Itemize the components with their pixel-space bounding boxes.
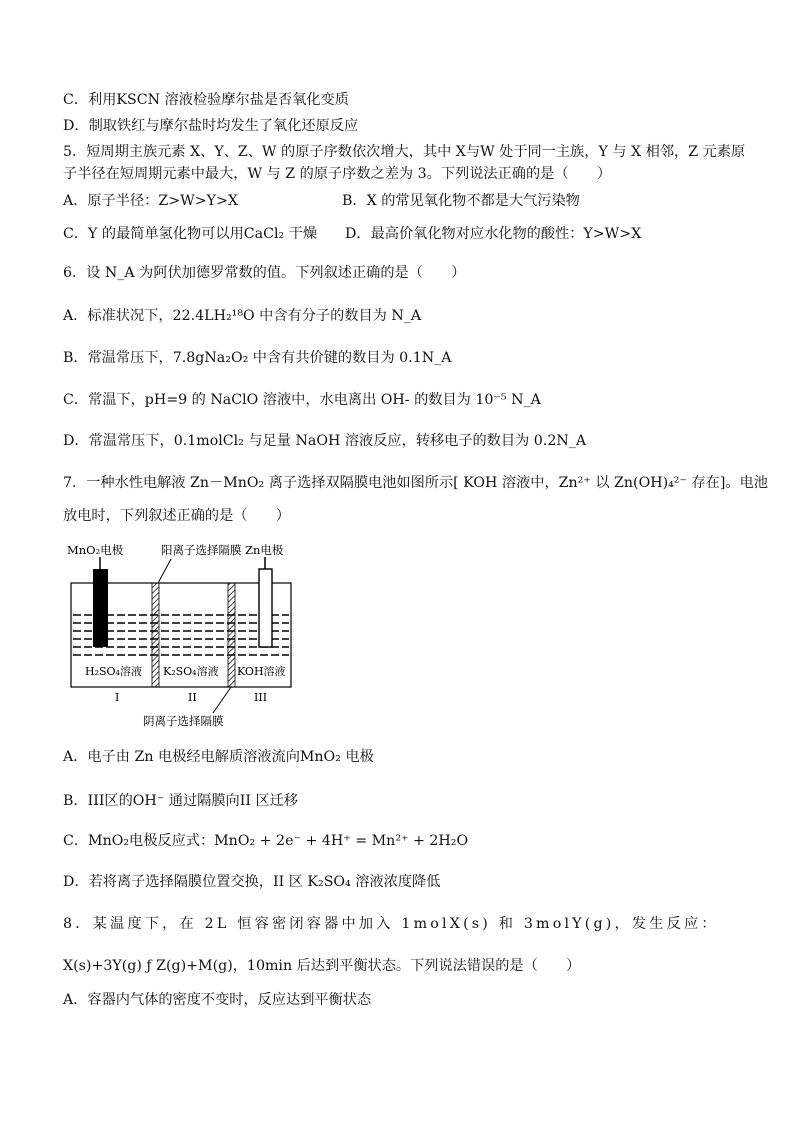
q5-option-b: B．X 的常见氧化物不都是大气污染物	[342, 193, 580, 209]
option-5d-prev: D．制取铁红与摩尔盐时均发生了氧化还原反应	[63, 118, 359, 134]
q8-stem-line1: 8．某温度下，在 2L 恒容密闭容器中加入 1molX(s) 和 3molY(g)，发生反应：	[63, 916, 719, 932]
mno2-electrode-label: MnO₂电极	[67, 543, 124, 557]
zn-electrode	[259, 569, 272, 647]
region-1-label: I	[115, 691, 120, 704]
q7-stem-line2: 放电时，下列叙述正确的是（ ）	[63, 508, 291, 524]
q6-option-b: B．常温常压下，7.8gNa₂O₂ 中含有共价键的数目为 0.1N_A	[63, 350, 452, 366]
region-3-label: III	[254, 691, 268, 704]
q5-option-c: C．Y 的最简单氢化物可以用CaCl₂ 干燥	[63, 226, 318, 242]
q7-option-a: A．电子由 Zn 电极经电解质溶液流向MnO₂ 电极	[63, 749, 374, 765]
q8-option-a: A．容器内气体的密度不变时，反应达到平衡状态	[63, 992, 372, 1008]
anion-membrane-label: 阴离子选择隔膜	[143, 714, 224, 728]
q8-stem-line2: X(s)+3Y(g) ƒ Z(g)+M(g)，10min 后达到平衡状态。下列说法错误的是（ ）	[63, 958, 581, 974]
q5-option-a: A．原子半径：Z>W>Y>X	[63, 193, 238, 209]
cation-membrane-label: 阳离子选择隔膜	[161, 543, 242, 557]
koh-solution-label: KOH溶液	[237, 665, 286, 678]
battery-figure	[63, 535, 303, 737]
q6-option-d: D．常温常压下，0.1molCl₂ 与足量 NaOH 溶液反应，转移电子的数目为 0.2N_A	[63, 433, 587, 449]
option-5c-prev: C．利用KSCN 溶液检验摩尔盐是否氧化变质	[63, 92, 349, 108]
zn-electrode-label: Zn电极	[245, 543, 284, 557]
k2so4-solution-label: K₂SO₄溶液	[163, 665, 219, 678]
q5-stem-line2: 子半径在短周期元素中最大，W 与 Z 的原子序数之差为 3。下列说法正确的是（ ）	[63, 166, 612, 182]
q6-option-c: C．常温下，pH=9 的 NaClO 溶液中，水电离出 OH- 的数目为 10⁻⁵ N_A	[63, 392, 541, 408]
q6-option-a: A．标准状况下，22.4LH₂¹⁸O 中含有分子的数目为 N_A	[63, 308, 422, 324]
q6-stem: 6．设 N_A 为阿伏加德罗常数的值。下列叙述正确的是（ ）	[63, 265, 466, 281]
region-2-label: II	[188, 691, 197, 704]
q7-option-d: D．若将离子选择隔膜位置交换，II 区 K₂SO₄ 溶液浓度降低	[63, 874, 441, 890]
q5-stem-line1: 5．短周期主族元素 X、Y、Z、W 的原子序数依次增大，其中 X与W 处于同一主族，Y 与 X 相邻，Z 元素原	[63, 144, 746, 160]
anion-label-leader	[213, 687, 231, 713]
cation-label-leader	[157, 559, 171, 585]
q5-option-d: D．最高价氧化物对应水化物的酸性：Y>W>X	[345, 226, 642, 242]
h2so4-solution-label: H₂SO₄溶液	[85, 665, 142, 678]
cation-membrane	[152, 583, 159, 687]
q7-option-c: C．MnO₂电极反应式：MnO₂ + 2e⁻ + 4H⁺ = Mn²⁺ + 2H₂O	[63, 833, 469, 849]
q7-stem-line1: 7．一种水性电解液 Zn－MnO₂ 离子选择双隔膜电池如图所示[ KOH 溶液中，Zn²⁺ 以 Zn(OH)₄²⁻ 存在]。电池	[63, 475, 768, 491]
q7-option-b: B．III区的OH⁻ 通过隔膜向II 区迁移	[63, 793, 299, 809]
mno2-electrode	[93, 569, 108, 647]
anion-membrane	[228, 583, 235, 687]
